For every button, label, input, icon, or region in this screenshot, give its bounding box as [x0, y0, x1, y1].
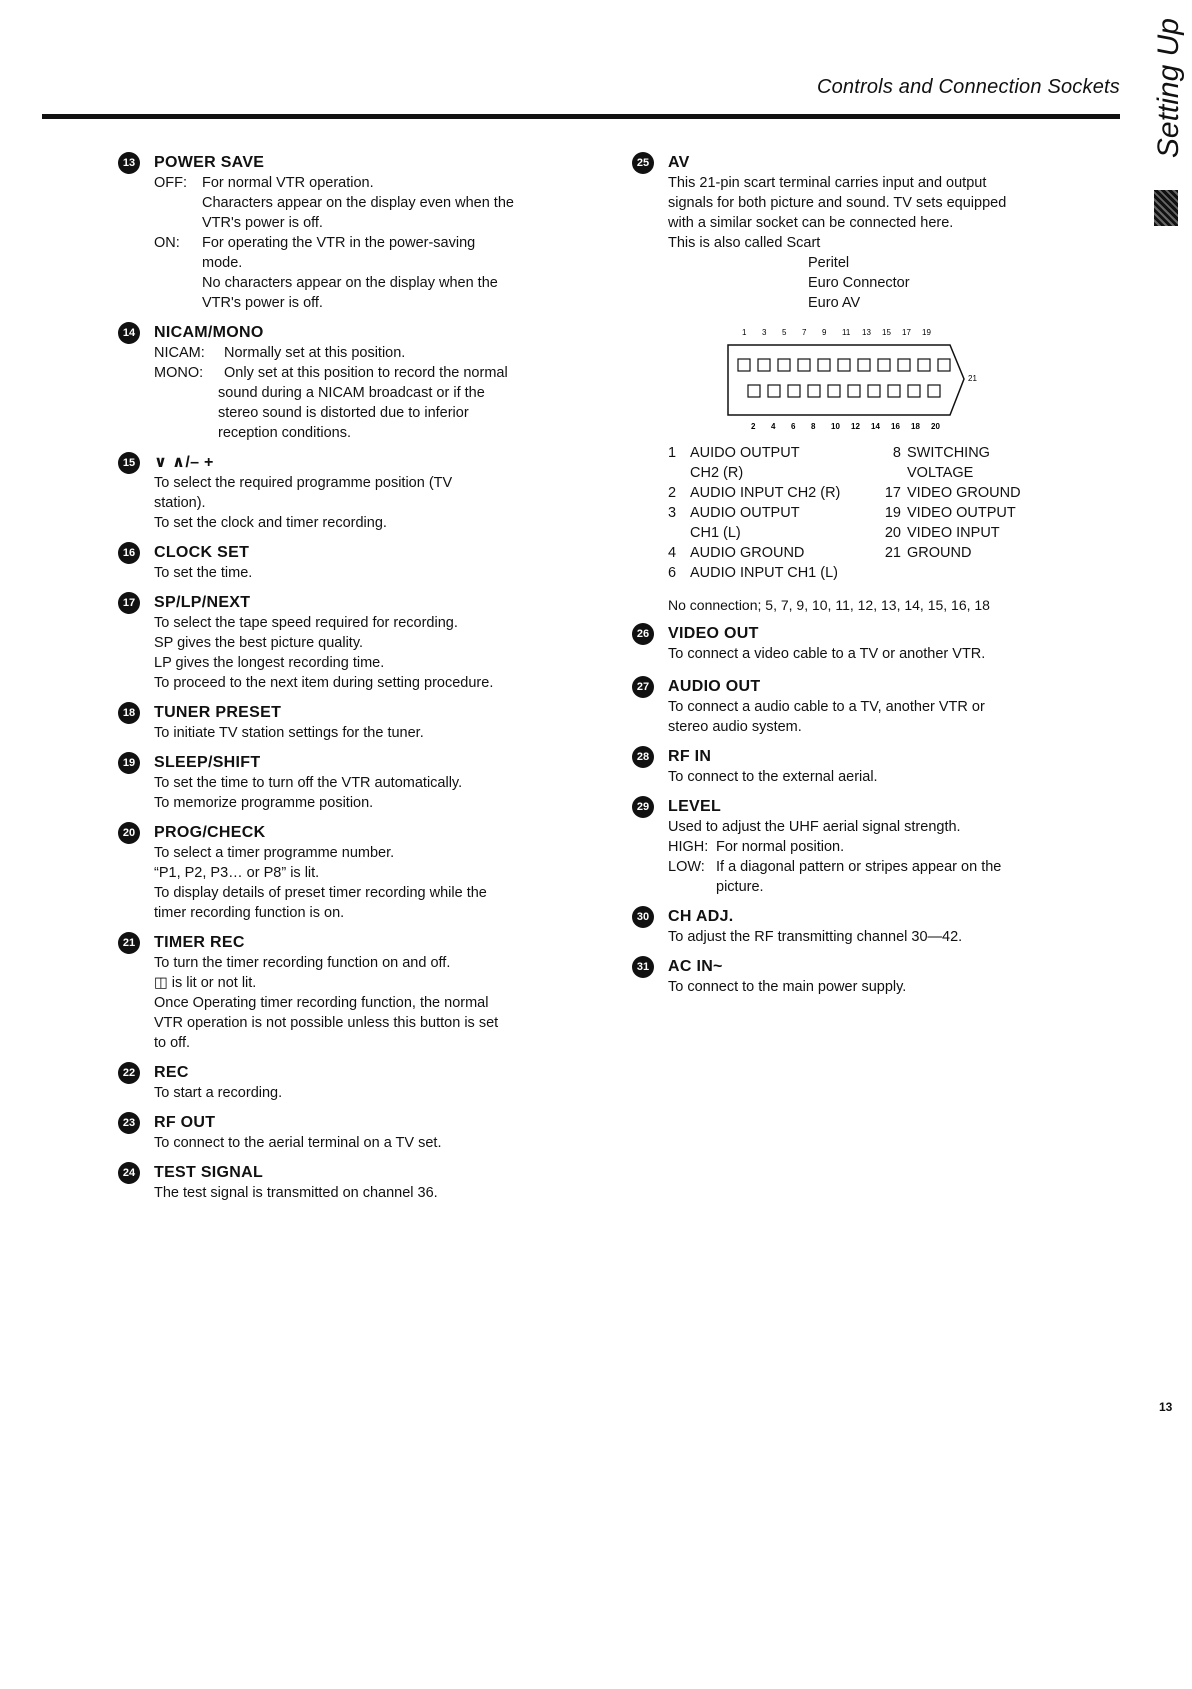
- option-text: picture.: [716, 879, 764, 895]
- item-title: CLOCK SET: [154, 544, 250, 561]
- pin-label: VIDEO GROUND: [907, 485, 1021, 501]
- pin-label: VIDEO OUTPUT: [907, 505, 1016, 521]
- pin-row: [873, 483, 1073, 503]
- description-line: To connect to the main power supply.: [668, 979, 907, 995]
- pin-number: 3: [668, 505, 677, 521]
- scart-pin: [868, 385, 880, 397]
- pin-number: [668, 523, 690, 543]
- pin-label: VOLTAGE: [907, 465, 974, 481]
- pin-number: 21: [884, 545, 901, 561]
- option-text: VTR's power is off.: [202, 215, 323, 231]
- description-line: LP gives the longest recording time.: [154, 655, 385, 671]
- scart-pin: [938, 359, 950, 371]
- scart-pin: [738, 359, 750, 371]
- item-tuner-preset: [118, 702, 608, 743]
- pin-assignment-list: [668, 443, 1098, 583]
- option-text: stereo sound is distorted due to inferior: [218, 405, 469, 421]
- description-line: To proceed to the next item during setting procedure.: [154, 675, 494, 691]
- scart-pin-number: 6: [791, 422, 796, 431]
- scart-pin-number: 13: [862, 328, 871, 337]
- scart-pin-number: 16: [891, 422, 900, 431]
- item-title: AUDIO OUT: [668, 678, 761, 695]
- item-title: VIDEO OUT: [668, 625, 759, 642]
- scart-pin-number: 7: [802, 328, 807, 337]
- item-sp-lp-next: [118, 592, 608, 693]
- description-line: to off.: [154, 1035, 191, 1051]
- description-line: To set the time.: [154, 565, 253, 581]
- item-test-signal: [118, 1162, 608, 1203]
- scart-pin: [808, 385, 820, 397]
- pin-row: [668, 483, 873, 503]
- item-title: SP/LP/NEXT: [154, 594, 251, 611]
- header-rule: [42, 114, 1120, 119]
- scart-pin-number: 11: [842, 328, 851, 337]
- option-label: OFF:: [154, 175, 188, 191]
- item-rf-out: [118, 1112, 608, 1153]
- side-tab: [1148, 18, 1190, 228]
- scart-pin: [788, 385, 800, 397]
- scart-connector-svg: [698, 323, 1118, 435]
- pin-number: 4: [668, 545, 677, 561]
- item-number-badge: 27: [632, 676, 654, 698]
- pin-label: GROUND: [907, 545, 972, 561]
- scart-pin: [768, 385, 780, 397]
- pin-label: AUDIO INPUT CH1 (L): [690, 565, 838, 581]
- item-title: PROG/CHECK: [154, 824, 266, 841]
- scart-pin-number: 8: [811, 422, 816, 431]
- item-number-badge: 16: [118, 542, 140, 564]
- scart-outline: [728, 345, 964, 415]
- scart-connector-diagram: [698, 323, 1118, 435]
- scart-pin: [848, 385, 860, 397]
- item-number-badge: 26: [632, 623, 654, 645]
- item-number-badge: 30: [632, 906, 654, 928]
- pin-number: 8: [892, 445, 901, 461]
- item-title: RF OUT: [154, 1114, 216, 1131]
- description-line: To select the tape speed required for recording.: [154, 615, 458, 631]
- scart-pin-number: 18: [911, 422, 920, 431]
- description-line: The test signal is transmitted on channel 36.: [154, 1185, 438, 1201]
- pin-row: [668, 503, 873, 523]
- option-text: For normal position.: [716, 839, 845, 855]
- scart-pin: [918, 359, 930, 371]
- item-clock-set: [118, 542, 608, 583]
- description-line: To connect a audio cable to a TV, another VTR or: [668, 699, 985, 715]
- description-line: ◫ is lit or not lit.: [154, 975, 257, 991]
- pin-row: [873, 443, 1073, 463]
- scart-pin-number: 14: [871, 422, 880, 431]
- item-video-out: [632, 623, 1098, 664]
- item-number-badge: 31: [632, 956, 654, 978]
- item-av: [632, 152, 1098, 615]
- option-label: MONO:: [154, 365, 204, 381]
- pin-number: 20: [884, 525, 901, 541]
- item-prog-check: [118, 822, 608, 923]
- scart-pin-number: 3: [762, 328, 767, 337]
- pin-row: [668, 563, 873, 583]
- scart-pin-number: 20: [931, 422, 940, 431]
- scart-pin-number: 12: [851, 422, 860, 431]
- scart-pin-number: 5: [782, 328, 787, 337]
- option-text: reception conditions.: [218, 425, 351, 441]
- option-label: ON:: [154, 235, 180, 251]
- description-line: “P1, P2, P3… or P8” is lit.: [154, 865, 320, 881]
- pin-number: [873, 463, 907, 483]
- description-line: To set the clock and timer recording.: [154, 515, 387, 531]
- pin-label: VIDEO INPUT: [907, 525, 1000, 541]
- item-title: RF IN: [668, 748, 712, 765]
- item-number-badge: 15: [118, 452, 140, 474]
- item-number-badge: 24: [118, 1162, 140, 1184]
- item-nicam-mono: [118, 322, 608, 443]
- item-title: CH ADJ.: [668, 908, 734, 925]
- pin-number: 6: [668, 565, 677, 581]
- option-text: For operating the VTR in the power-saving: [202, 235, 476, 251]
- scart-pin-number: 4: [771, 422, 776, 431]
- pin-row: [873, 543, 1073, 563]
- scart-pin: [878, 359, 890, 371]
- item-timer-rec: [118, 932, 608, 1053]
- pin-label: AUDIO OUTPUT: [690, 505, 800, 521]
- option-text: For normal VTR operation.: [202, 175, 374, 191]
- item-number-badge: 20: [118, 822, 140, 844]
- option-text: mode.: [202, 255, 243, 271]
- option-text: Only set at this position to record the normal: [224, 365, 508, 381]
- option-text: Normally set at this position.: [224, 345, 406, 361]
- option-label: NICAM:: [154, 345, 205, 361]
- item-number-badge: 18: [118, 702, 140, 724]
- description-line: VTR operation is not possible unless this button is set: [154, 1015, 499, 1031]
- item-number-badge: 22: [118, 1062, 140, 1084]
- scart-pin: [828, 385, 840, 397]
- scart-pin: [758, 359, 770, 371]
- item-title: TUNER PRESET: [154, 704, 282, 721]
- description-line: To memorize programme position.: [154, 795, 374, 811]
- scart-pin: [798, 359, 810, 371]
- page-header-title: Controls and Connection Sockets: [816, 76, 1120, 98]
- item-number-badge: 23: [118, 1112, 140, 1134]
- item-title: NICAM/MONO: [154, 324, 264, 341]
- item-title: LEVEL: [668, 798, 722, 815]
- pin-label: CH1 (L): [690, 525, 741, 541]
- option-text: Characters appear on the display even when the: [202, 195, 514, 211]
- description-line: To connect a video cable to a TV or another VTR.: [668, 646, 986, 662]
- pin-row: [668, 523, 873, 543]
- scart-pin-21-label: 21: [968, 374, 977, 383]
- description-line: signals for both picture and sound. TV sets equipped: [668, 195, 1007, 211]
- pin-row: [873, 523, 1073, 543]
- pin-number: 1: [668, 445, 677, 461]
- right-column: [636, 152, 1098, 997]
- description-line: To initiate TV station settings for the tuner.: [154, 725, 424, 741]
- item-title: TEST SIGNAL: [154, 1164, 264, 1181]
- item-programme-updown: [118, 452, 608, 533]
- alias-name: Euro AV: [808, 295, 861, 311]
- scart-pin: [888, 385, 900, 397]
- item-rf-in: [632, 746, 1098, 787]
- scart-pin: [928, 385, 940, 397]
- description-line: To adjust the RF transmitting channel 30—42.: [668, 929, 963, 945]
- scart-pin: [838, 359, 850, 371]
- no-connection-note: No connection; 5, 7, 9, 10, 11, 12, 13, 14, 15, 16, 18: [668, 597, 990, 613]
- description-line: station).: [154, 495, 206, 511]
- description-line: This is also called Scart: [668, 235, 821, 251]
- description-line: SP gives the best picture quality.: [154, 635, 364, 651]
- side-tab-label: Setting Up: [1152, 18, 1185, 159]
- item-number-badge: 14: [118, 322, 140, 344]
- item-rec: [118, 1062, 608, 1103]
- page-number: 13: [1159, 1400, 1173, 1414]
- scart-pin: [818, 359, 830, 371]
- item-number-badge: 17: [118, 592, 140, 614]
- description-line: To select the required programme position (TV: [154, 475, 453, 491]
- scart-pin-number: 19: [922, 328, 931, 337]
- description-line: To connect to the external aerial.: [668, 769, 878, 785]
- scart-pin: [748, 385, 760, 397]
- scart-pin-number: 9: [822, 328, 827, 337]
- scart-pin: [778, 359, 790, 371]
- side-tab-marker: [1154, 190, 1178, 226]
- pin-number: 2: [668, 485, 677, 501]
- item-title: AV: [668, 154, 690, 171]
- pin-label: AUDIO GROUND: [690, 545, 805, 561]
- description-line: To set the time to turn off the VTR automatically.: [154, 775, 463, 791]
- option-text: No characters appear on the display when the: [202, 275, 498, 291]
- item-title: AC IN~: [668, 958, 723, 975]
- description-line: with a similar socket can be connected here.: [668, 215, 954, 231]
- pin-label: AUIDO OUTPUT: [690, 445, 800, 461]
- pin-label: AUDIO INPUT CH2 (R): [690, 485, 841, 501]
- item-number-badge: 19: [118, 752, 140, 774]
- item-title: SLEEP/SHIFT: [154, 754, 261, 771]
- item-ac-in: [632, 956, 1098, 997]
- description-line: To turn the timer recording function on and off.: [154, 955, 451, 971]
- item-audio-out: [632, 676, 1098, 737]
- pin-row: [873, 463, 1073, 483]
- description-line: To select a timer programme number.: [154, 845, 395, 861]
- scart-pin: [898, 359, 910, 371]
- alias-name: Euro Connector: [808, 275, 910, 291]
- item-level: [632, 796, 1098, 897]
- option-label: LOW:: [668, 859, 705, 875]
- scart-pin: [858, 359, 870, 371]
- pin-label: SWITCHING: [907, 445, 990, 461]
- item-title: POWER SAVE: [154, 154, 265, 171]
- pin-number: 17: [884, 485, 901, 501]
- item-number-badge: 28: [632, 746, 654, 768]
- scart-pin-number: 17: [902, 328, 911, 337]
- pin-row: [668, 543, 873, 563]
- item-number-badge: 21: [118, 932, 140, 954]
- description-line: stereo audio system.: [668, 719, 802, 735]
- pin-number: 19: [884, 505, 901, 521]
- item-title: REC: [154, 1064, 189, 1081]
- item-title: ∨ ∧/– +: [154, 454, 214, 471]
- pin-row: [873, 503, 1073, 523]
- pin-label: CH2 (R): [690, 465, 744, 481]
- scart-pin: [908, 385, 920, 397]
- scart-pin-number: 1: [742, 328, 747, 337]
- item-number-badge: 25: [632, 152, 654, 174]
- option-text: VTR's power is off.: [202, 295, 323, 311]
- option-text: sound during a NICAM broadcast or if the: [218, 385, 485, 401]
- description-line: To connect to the aerial terminal on a TV set.: [154, 1135, 442, 1151]
- item-power-save: [118, 152, 608, 313]
- scart-pin-number: 10: [831, 422, 840, 431]
- item-number-badge: 13: [118, 152, 140, 174]
- item-sleep-shift: [118, 752, 608, 813]
- scart-pin-number: 2: [751, 422, 756, 431]
- item-ch-adj: [632, 906, 1098, 947]
- item-number-badge: 29: [632, 796, 654, 818]
- pin-row: [668, 443, 873, 463]
- pin-row: [668, 463, 873, 483]
- left-column: [118, 152, 608, 1203]
- description-line: This 21-pin scart terminal carries input and output: [668, 175, 987, 191]
- pin-number: [668, 463, 690, 483]
- description-line: Used to adjust the UHF aerial signal strength.: [668, 819, 961, 835]
- scart-pin-number: 15: [882, 328, 891, 337]
- description-line: To start a recording.: [154, 1085, 283, 1101]
- description-line: timer recording function is on.: [154, 905, 345, 921]
- option-label: HIGH:: [668, 839, 709, 855]
- option-text: If a diagonal pattern or stripes appear on the: [716, 859, 1002, 875]
- description-line: To display details of preset timer recording while the: [154, 885, 487, 901]
- item-title: TIMER REC: [154, 934, 245, 951]
- description-line: Once Operating timer recording function, the normal: [154, 995, 489, 1011]
- alias-name: Peritel: [808, 255, 850, 271]
